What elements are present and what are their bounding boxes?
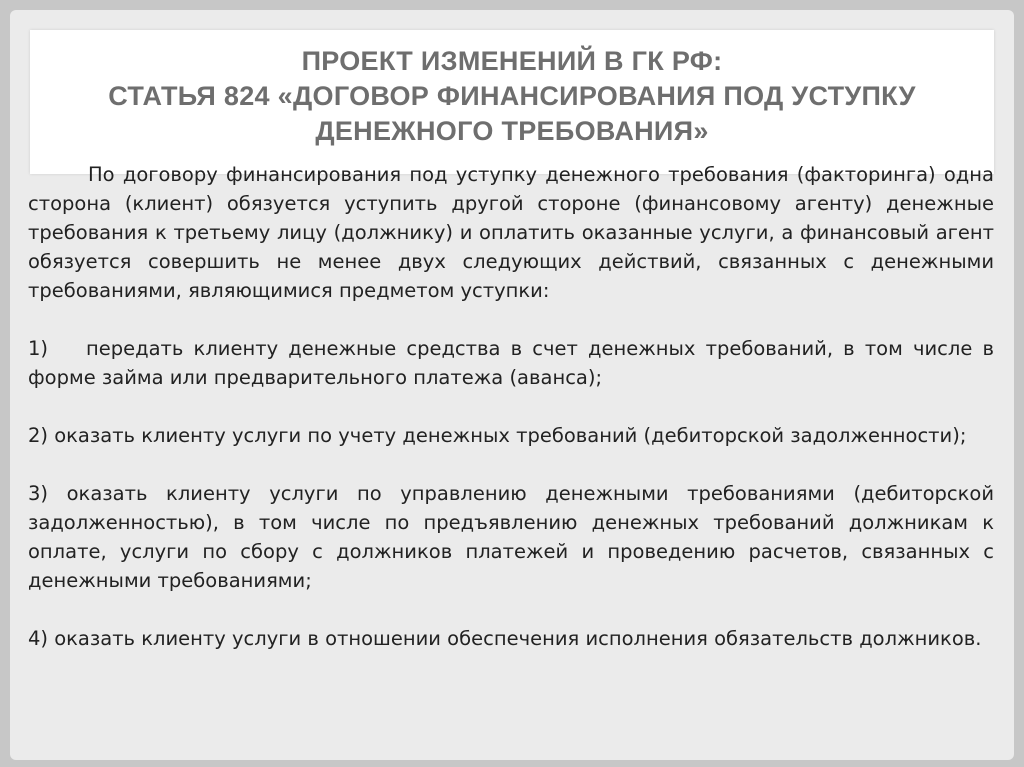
title-line-3: ДЕНЕЖНОГО ТРЕБОВАНИЯ» [315,116,709,146]
title-box [30,30,994,174]
title-line-1: ПРОЕКТ ИЗМЕНЕНИЙ В ГК РФ: [301,46,723,76]
list-item-1-number: 1) [28,337,49,360]
list-item-1 [28,334,994,392]
list-item-2: 2) оказать клиенту услуги по учету денежных требований (дебиторской задолженности); [28,424,967,447]
list-item-4: 4) оказать клиенту услуги в отношении обеспечения исполнения обязательств должников. [28,627,982,650]
list-item-3: 3) оказать клиенту услуги по управлению денежными требованиями (дебиторской задолженностью), в том числе по предъявлению денежных требований должникам к оплате, услуги по сбору с должников платежей и проведению расчетов, связанных с денежными требованиями; [28,482,994,592]
slide-body [28,160,994,682]
slide [10,10,1014,760]
intro-paragraph: По договору финансирования под уступку денежного требования (факторинга) одна сторона (клиент) обязуется уступить другой стороне (финансовому агенту) денежные требования к третьему лицу (должнику) и оплатить оказанные услуги, а финансовый агент обязуется совершить не менее двух следующих действий, связанных с денежными требованиями, являющимися предметом уступки: [28,163,994,302]
list-item-1-text: передать клиенту денежные средства в счет денежных требований, в том числе в форме займа или предварительного платежа (аванса); [28,337,994,389]
title-line-2: СТАТЬЯ 824 «ДОГОВОР ФИНАНСИРОВАНИЯ ПОД УСТУПКУ [108,81,916,111]
slide-title [30,44,994,149]
